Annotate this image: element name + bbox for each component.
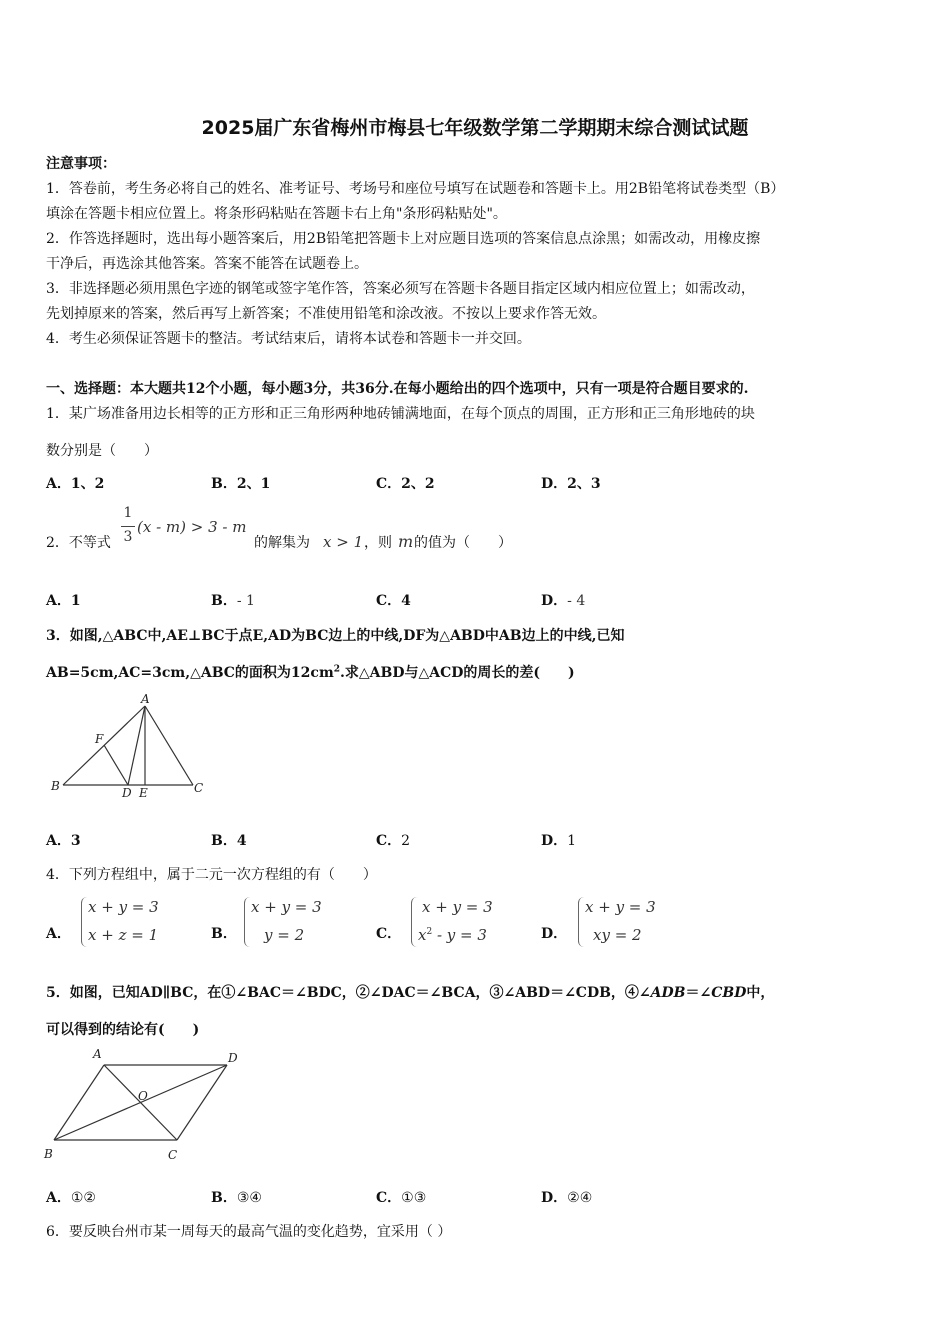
q5-option-b[interactable]: B．③④ [211,1190,262,1206]
q2-mid: 的解集为 [254,535,310,551]
q5-parallelogram-figure [40,1042,250,1167]
q1-option-b[interactable]: B．2、1 [211,476,271,492]
point-label-c: C [194,781,204,795]
point-label-c: C [168,1148,178,1162]
q4-option-c-label[interactable]: C． [376,926,402,942]
q4-option-a-eq1: x + y = 3 [88,898,159,916]
q2-frac-den: 3 [123,529,133,545]
q2-then: ，则 [364,535,392,551]
q2-option-a[interactable]: A．1 [46,593,81,609]
q2-suffix: 的值为（ ） [414,535,512,551]
notice-line: 干净后，再选涂其他答案。答案不能答在试题卷上。 [46,256,368,272]
section-heading: 一、选择题：本大题共12个小题，每小题3分，共36分.在每小题给出的四个选项中，只有一项是符合题目要求的. [46,381,749,397]
q5-text-line2: 可以得到的结论有( ) [46,1022,200,1038]
q4-option-c-eq2: $x^2 - y = 3$ [418,926,487,944]
segment-ac [145,706,193,785]
q4-option-b-eq2: y = 2 [264,926,305,944]
q4-option-d-eq1: x + y = 3 [585,898,656,916]
q3-text-line2: AB=5cm,AC=3cm,△ABC的面积为$12cm^2$.求△ABD与△ACD的周长的差( ) [46,664,575,681]
q4-option-d-label[interactable]: D． [541,926,568,942]
notice-line: 3．非选择题必须用黑色字迹的钢笔或签字笔作答，答案必须写在答题卡各题目指定区域内相应位置上；如需改动， [46,281,755,297]
q4-option-d-brace [578,897,585,947]
q3-option-d[interactable]: D．1 [541,833,577,849]
q4-option-a-label[interactable]: A． [46,926,71,942]
point-label-b: B [44,1147,53,1161]
point-label-o: O [138,1089,148,1103]
q1-text-line1: 1．某广场准备用边长相等的正方形和正三角形两种地砖铺满地面，在每个顶点的周围，正方形和正三角形地砖的块 [46,406,755,422]
q4-option-a-eq2: x + z = 1 [88,926,159,944]
point-label-d: D [228,1051,238,1065]
notice-line: 1．答卷前，考生务必将自己的姓名、准考证号、考场号和座位号填写在试题卷和答题卡上。用2B铅笔将试卷类型（B） [46,181,785,197]
q5-text-line1: 5．如图，已知AD∥BC，在①∠BAC＝∠BDC，②∠DAC＝∠BCA，③∠ABD＝∠CDB，④∠ADB＝∠CBD中， [46,985,775,1001]
q2-condition: x > 1 [323,533,364,551]
q2-frac-bar [121,526,135,527]
q1-option-a[interactable]: A．1、2 [46,476,105,492]
point-label-f: F [95,732,104,746]
notice-heading: 注意事项： [46,156,116,172]
q3-option-c[interactable]: C．2 [376,833,411,849]
q4-option-b-eq1: x + y = 3 [251,898,322,916]
segment-df [104,745,128,785]
q4-option-c-eq1: x + y = 3 [422,898,493,916]
q2-option-d[interactable]: D．- 4 [541,593,586,609]
q2-option-b[interactable]: B．- 1 [211,593,255,609]
q2-option-c[interactable]: C．4 [376,593,411,609]
q1-text-line2: 数分别是（ ） [46,443,158,459]
q2-variable: m [398,532,414,551]
point-label-b: B [51,779,60,793]
notice-line: 填涂在答题卡相应位置上。将条形码粘贴在答题卡右上角"条形码粘贴处"。 [46,206,507,222]
q2-expression: (x - m) > 3 - m [137,518,247,536]
q4-option-a-brace [81,897,88,947]
q5-option-d[interactable]: D．②④ [541,1190,593,1206]
point-label-e: E [139,786,148,800]
page-title: 2025届广东省梅州市梅县七年级数学第二学期期末综合测试试题 [201,117,749,139]
notice-line: 先划掉原来的答案，然后再写上新答案；不准使用铅笔和涂改液。不按以上要求作答无效。 [46,306,606,322]
q5-option-a[interactable]: A．①② [46,1190,96,1206]
q4-text: 4．下列方程组中，属于二元一次方程组的有（ ） [46,867,377,883]
q2-frac-num: 1 [123,505,133,521]
q4-option-d-eq2: xy = 2 [593,926,642,944]
q3-option-a[interactable]: A．3 [46,833,81,849]
q4-option-c-brace [411,897,418,947]
q1-option-c[interactable]: C．2、2 [376,476,435,492]
q6-text: 6．要反映台州市某一周每天的最高气温的变化趋势，宜采用（ ） [46,1224,452,1240]
q1-option-d[interactable]: D．2、3 [541,476,601,492]
q4-option-b-brace [244,897,251,947]
notice-line: 4．考生必须保证答题卡的整洁。考试结束后，请将本试卷和答题卡一并交回。 [46,331,531,347]
q3-triangle-figure [45,692,215,802]
q4-option-b-label[interactable]: B． [211,926,237,942]
q3-option-b[interactable]: B．4 [211,833,247,849]
point-label-a: A [93,1047,102,1061]
point-label-d: D [122,786,132,800]
notice-line: 2．作答选择题时，选出每小题答案后，用2B铅笔把答题卡上对应题目选项的答案信息点涂黑；如需改动，用橡皮擦 [46,231,761,247]
q5-option-c[interactable]: C．①③ [376,1190,427,1206]
q2-prefix: 2．不等式 [46,535,111,551]
point-label-a: A [141,692,150,706]
segment-ad [128,706,145,785]
q3-text-line1: 3．如图,△ABC中,AE⊥BC于点E,AD为BC边上的中线,DF为△ABD中AB边上的中线,已知 [46,628,625,644]
